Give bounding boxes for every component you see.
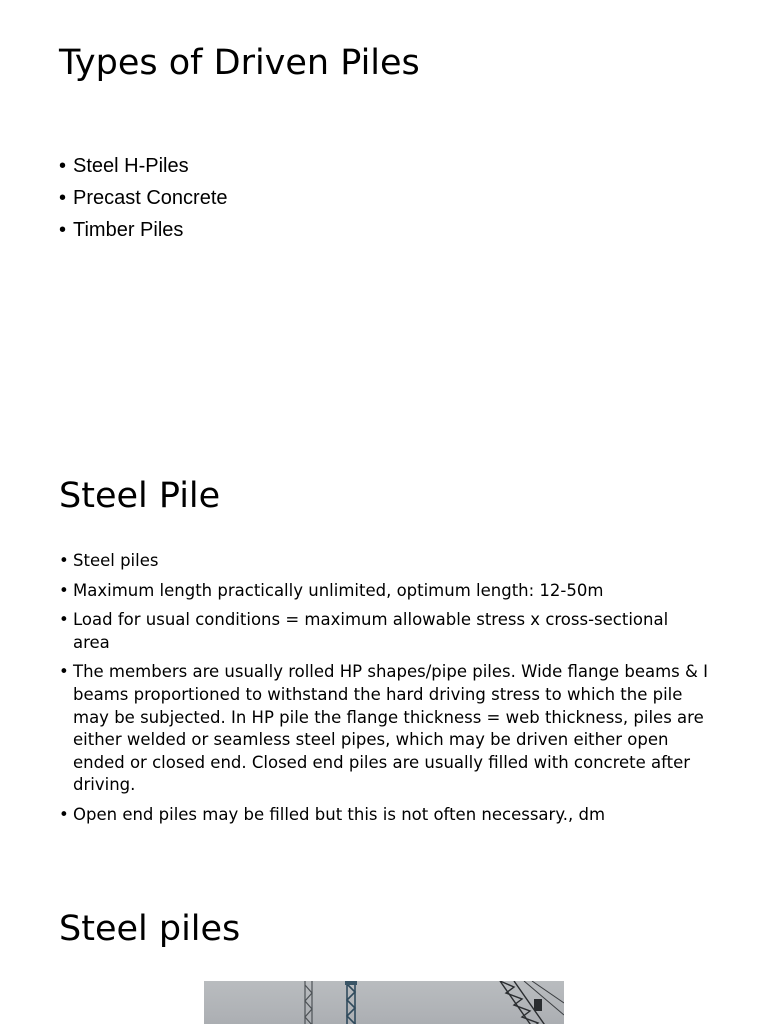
bullet-dot-icon: • <box>59 551 69 570</box>
bullet-text: Steel H-Piles <box>73 155 189 177</box>
bullet-dot-icon: • <box>59 219 67 241</box>
slide-title: Types of Driven Piles <box>59 43 420 83</box>
bullet-text: Maximum length practically unlimited, optimum length: 12-50m <box>73 580 604 600</box>
slide-title: Steel piles <box>59 909 241 949</box>
bullet-item <box>59 550 709 573</box>
slide-title: Steel Pile <box>59 476 221 516</box>
bullet-item <box>59 214 228 246</box>
slide-steel-pile <box>0 440 768 880</box>
bullet-item <box>59 182 228 214</box>
bullet-list <box>59 550 709 834</box>
bullet-text: Timber Piles <box>73 219 184 241</box>
bullet-list <box>59 150 228 246</box>
crane-photo-icon <box>204 981 564 1024</box>
bullet-text: Precast Concrete <box>73 187 228 209</box>
slide-types-of-driven-piles <box>0 0 768 440</box>
bullet-item <box>59 580 709 603</box>
bullet-dot-icon: • <box>59 662 69 682</box>
bullet-text: Open end piles may be filled but this is not often necessary., dm <box>73 804 606 824</box>
bullet-text: The members are usually rolled HP shapes/pipe piles. Wide flange beams & I beams proportioned to withstand the hard driving stress to which the pile may be subjected. In HP pile the flange thickness = web thickness, piles are either welded or seamless steel pipes, which may be driven either open ended or closed end. Closed end piles are usually filled with concrete after driving. <box>73 662 708 795</box>
crane-photo <box>204 981 564 1024</box>
slide-steel-piles <box>0 880 768 1024</box>
bullet-item <box>59 150 228 182</box>
bullet-text: Steel piles <box>73 551 159 570</box>
bullet-dot-icon: • <box>59 155 67 177</box>
bullet-dot-icon: • <box>59 187 67 209</box>
bullet-item <box>59 661 709 797</box>
bullet-dot-icon: • <box>59 804 69 824</box>
bullet-dot-icon: • <box>59 610 69 630</box>
bullet-item <box>59 804 709 827</box>
bullet-item <box>59 609 709 654</box>
bullet-text: Load for usual conditions = maximum allowable stress x cross-sectional area <box>73 610 669 652</box>
bullet-dot-icon: • <box>59 580 69 600</box>
